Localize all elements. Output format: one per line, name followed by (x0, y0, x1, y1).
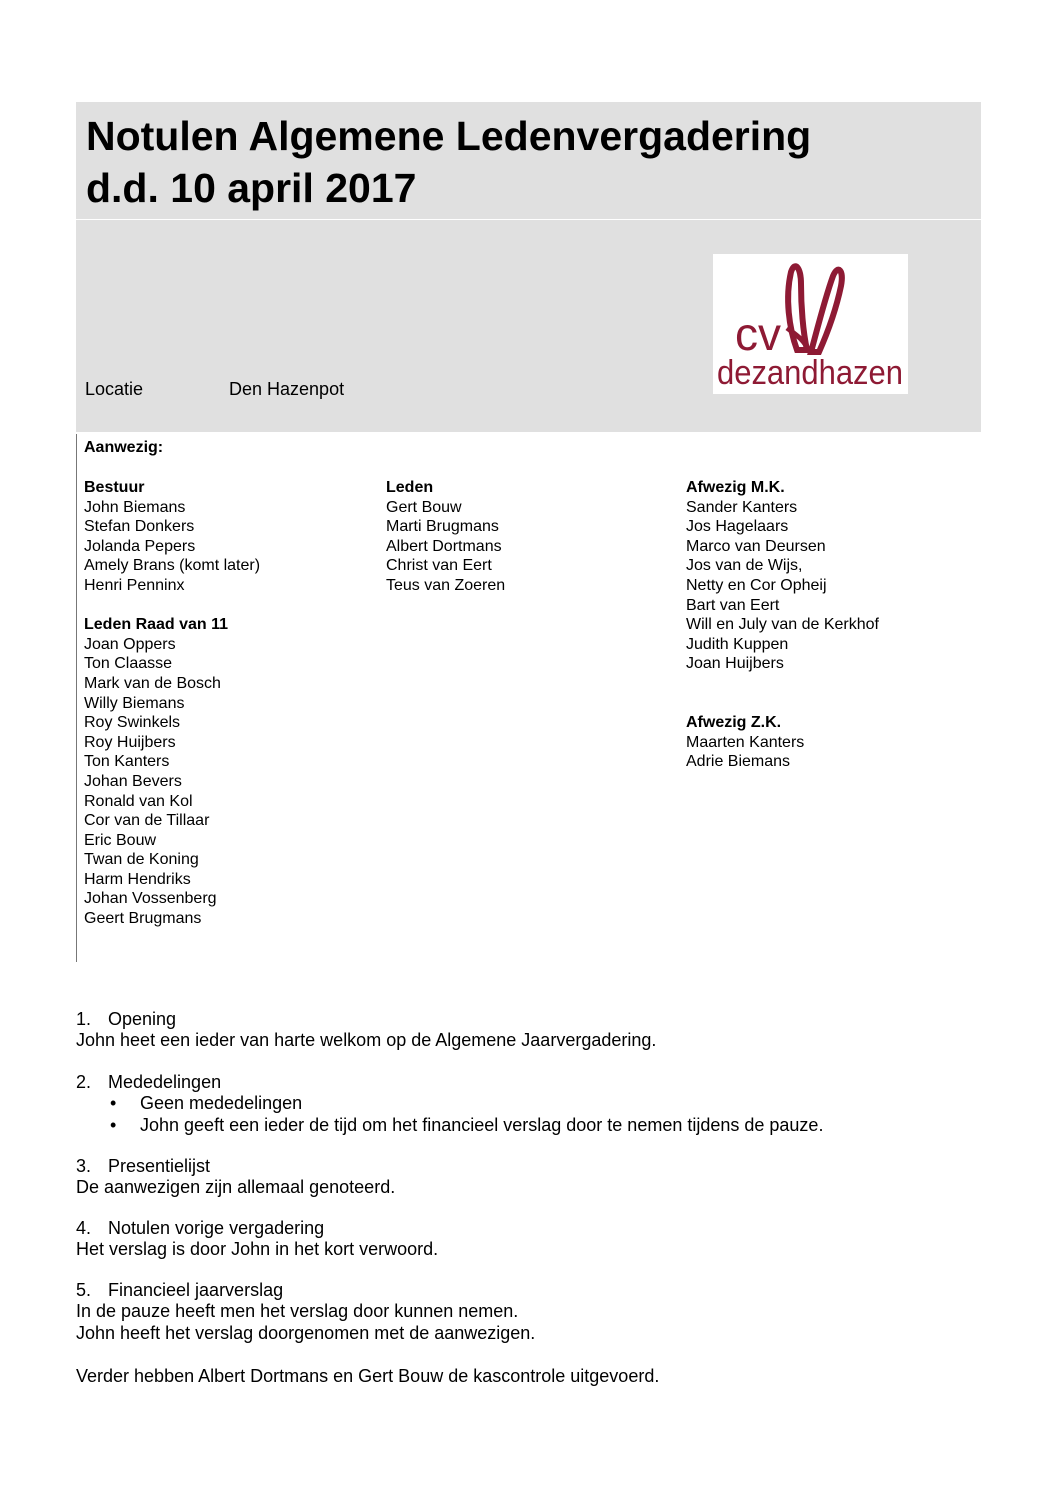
attendance-rule (76, 434, 77, 962)
afwezig-zk-heading: Afwezig Z.K. (686, 713, 782, 731)
list-item: Twan de Koning (84, 851, 199, 869)
zandhazen-logo (713, 254, 908, 394)
list-item: Harm Hendriks (84, 870, 191, 888)
list-item: • John geeft een ieder de tijd om het financieel verslag door te nemen tijdens de pauze. (110, 1115, 824, 1135)
afwezig-zk-list (686, 733, 879, 772)
list-item: Judith Kuppen (686, 635, 789, 653)
list-item: Joan Huijbers (686, 655, 784, 673)
list-item: Jolanda Pepers (84, 537, 196, 555)
list-item: Geert Brugmans (84, 910, 202, 928)
item-title: Notulen vorige vergadering (108, 1218, 325, 1238)
list-item: Jos Hagelaars (686, 518, 789, 536)
list-item: Stefan Donkers (84, 518, 195, 536)
list-item: Adrie Biemans (686, 753, 791, 771)
list-item: Cor van de Tillaar (84, 812, 210, 830)
item-title: Presentielijst (108, 1156, 211, 1176)
afwezig-mk-list (686, 498, 879, 674)
item-number: 4. (76, 1218, 92, 1238)
agenda-item-opening (76, 1009, 976, 1051)
bestuur-heading: Bestuur (84, 479, 145, 496)
bullet-icon: • (110, 1115, 117, 1135)
closing-paragraph: Verder hebben Albert Dortmans en Gert Bouw de kascontrole uitgevoerd. (76, 1366, 660, 1386)
item-number: 2. (76, 1072, 92, 1092)
list-item: Johan Bevers (84, 772, 182, 790)
logo-name: dezandhazen (717, 354, 903, 392)
logo-cv: cv (735, 308, 781, 360)
list-item: Jos van de Wijs, (686, 557, 803, 575)
list-item: Eric Bouw (84, 831, 157, 849)
logo-graphic (713, 254, 908, 394)
minutes-body (76, 1009, 976, 1387)
attendance-section (84, 438, 879, 928)
item-text: In de pauze heeft men het verslag door kunnen nemen. (76, 1301, 519, 1321)
bestuur-list (84, 498, 260, 596)
item-title: Financieel jaarverslag (108, 1280, 284, 1300)
location-value: Den Hazenpot (229, 379, 345, 399)
bullet-icon: • (110, 1093, 117, 1113)
page-title (86, 110, 811, 214)
list-item: John Biemans (84, 498, 186, 516)
list-item: Will en July van de Kerkhof (686, 616, 879, 634)
item-title: Opening (108, 1009, 177, 1029)
agenda-item-mededelingen (76, 1072, 976, 1136)
raad-list (84, 635, 260, 929)
column-leden (386, 478, 505, 596)
item-text: John heet een ieder van harte welkom op de Algemene Jaarvergadering. (76, 1030, 657, 1050)
item-text: Het verslag is door John in het kort verwoord. (76, 1239, 439, 1259)
list-item: Roy Huijbers (84, 733, 176, 751)
mededelingen-list (76, 1092, 976, 1136)
location-label: Locatie (85, 379, 144, 399)
list-item: Gert Bouw (386, 498, 462, 516)
leden-heading: Leden (386, 479, 434, 496)
list-item: Amely Brans (komt later) (84, 557, 261, 575)
leden-list (386, 498, 505, 596)
item-number: 3. (76, 1156, 92, 1176)
list-item: Johan Vossenberg (84, 890, 217, 908)
raad-heading: Leden Raad van 11 (84, 616, 229, 634)
item-number: 5. (76, 1280, 92, 1300)
aanwezig-heading: Aanwezig: (84, 439, 164, 456)
title-line-2: d.d. 10 april 2017 (86, 165, 417, 211)
list-item: Teus van Zoeren (386, 576, 506, 594)
list-item: Mark van de Bosch (84, 674, 221, 692)
item-title: Mededelingen (108, 1072, 222, 1092)
list-item: Marco van Deursen (686, 537, 826, 555)
title-line-1: Notulen Algemene Ledenvergadering (86, 113, 812, 159)
agenda-item-presentielijst (76, 1156, 976, 1198)
afwezig-mk-heading: Afwezig M.K. (686, 479, 785, 496)
list-item: Sander Kanters (686, 498, 798, 516)
list-item: Roy Swinkels (84, 714, 181, 732)
list-item: Albert Dortmans (386, 537, 502, 555)
item-text: John heeft het verslag doorgenomen met de aanwezigen. (76, 1323, 536, 1343)
list-item: Netty en Cor Opheij (686, 576, 827, 594)
list-item: Ton Claasse (84, 655, 173, 673)
list-item: Willy Biemans (84, 694, 185, 712)
list-item: Ton Kanters (84, 753, 170, 771)
column-afwezig (686, 478, 879, 772)
item-text: De aanwezigen zijn allemaal genoteerd. (76, 1177, 396, 1197)
list-item: Maarten Kanters (686, 733, 805, 751)
list-item: Christ van Eert (386, 557, 492, 575)
list-item: • Geen mededelingen (110, 1093, 303, 1113)
column-bestuur-raad (84, 478, 260, 929)
list-item: Marti Brugmans (386, 518, 499, 536)
list-item: Bart van Eert (686, 596, 780, 614)
agenda-item-notulen (76, 1218, 976, 1260)
item-number: 1. (76, 1009, 92, 1029)
agenda-item-financieel (76, 1280, 976, 1344)
list-item: Ronald van Kol (84, 792, 193, 810)
list-item: Henri Penninx (84, 576, 185, 594)
list-item: Joan Oppers (84, 635, 176, 653)
